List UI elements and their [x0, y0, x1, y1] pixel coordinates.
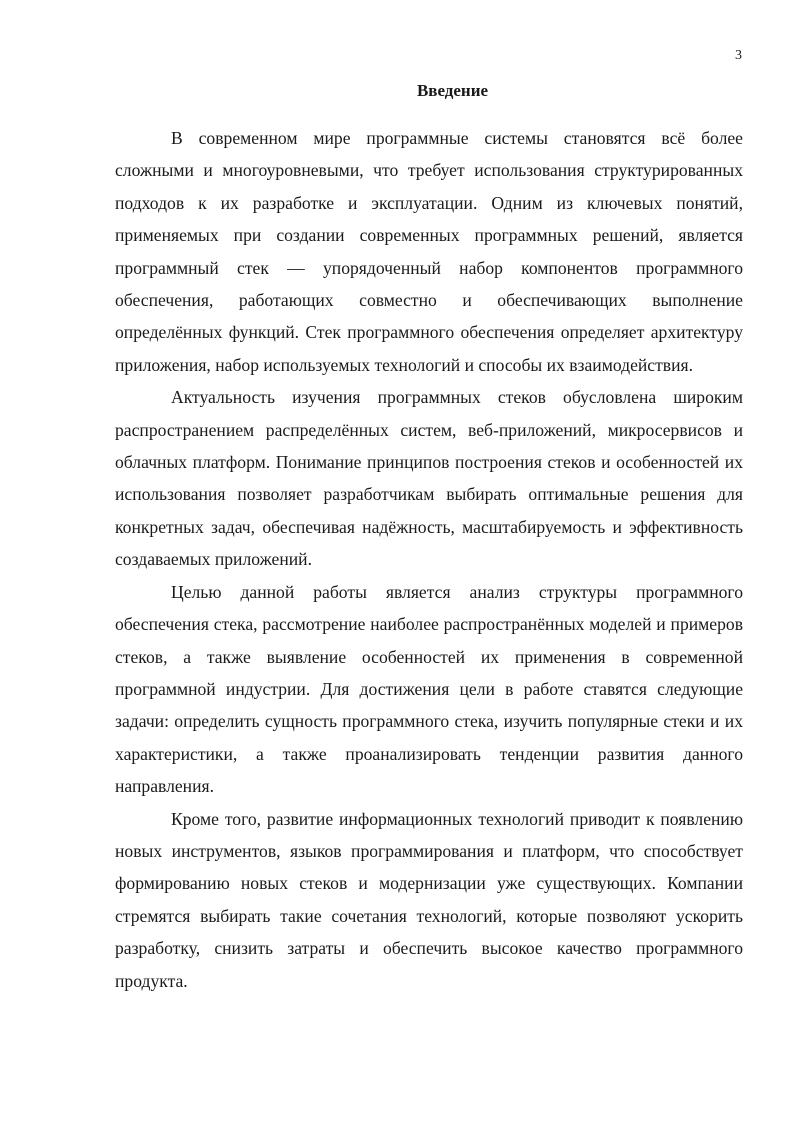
- paragraph: Актуальность изучения программных стеков обусловлена широким распространением распределённых систем, веб-приложений, микросервисов и облачных платформ. Понимание принципов построения стеков и особенностей их использования позволяет разработчикам выбирать оптимальные решения для конкретных задач, обеспечивая надёжность, масштабируемость и эффективность создаваемых приложений.: [115, 387, 743, 570]
- paragraph: В современном мире программные системы становятся всё более сложными и многоуровневыми, что требует использования структурированных подходов к их разработке и эксплуатации. Одним из ключевых понятий, применяемых при создании современных программных решений, является программный стек — упорядоченный набор компонентов программного обеспечения, работающих совместно и обеспечивающих выполнение определённых функций. Стек программного обеспечения определяет архитектуру приложения, набор используемых технологий и способы их взаимодействия.: [115, 128, 743, 375]
- section-title: Введение: [416, 81, 489, 100]
- page-number: 3: [735, 48, 742, 63]
- paragraph: Кроме того, развитие информационных технологий приводит к появлению новых инструментов, языков программирования и платформ, что способствует формированию новых стеков и модернизации уже существующих. Компании стремятся выбирать такие сочетания технологий, которые позволяют ускорить разработку, снизить затраты и обеспечить высокое качество программного продукта.: [115, 808, 743, 991]
- body-text: [115, 122, 743, 997]
- paragraph: Целью данной работы является анализ структуры программного обеспечения стека, рассмотрение наиболее распространённых моделей и примеров стеков, а также выявление особенностей их применения в современной программной индустрии. Для достижения цели в работе ставятся следующие задачи: определить сущность программного стека, изучить популярные стеки и их характеристики, а также проанализировать тенденции развития данного направления.: [115, 581, 743, 797]
